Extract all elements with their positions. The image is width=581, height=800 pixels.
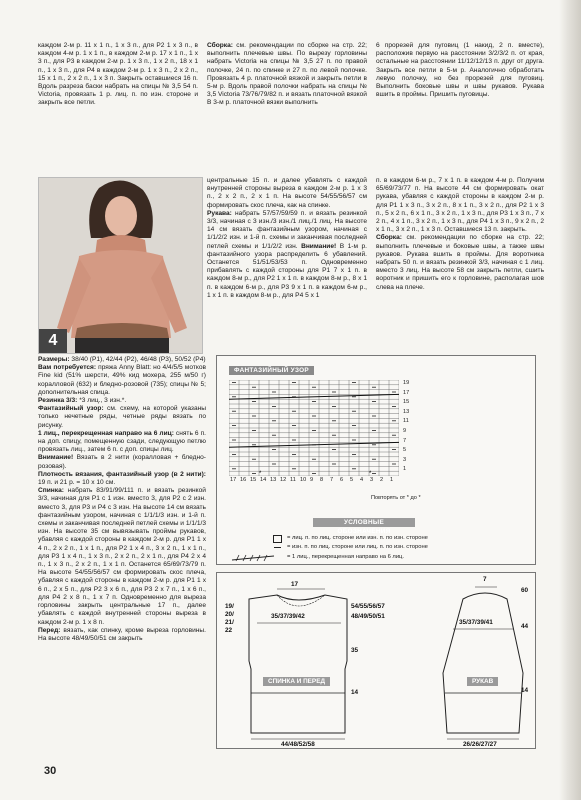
attention-label: Внимание! [38,454,74,462]
legend-item-2: = изн. п. по лиц. стороне или лиц. п. по изн. стороне [287,544,428,550]
chart-col-number: 12 [280,477,287,483]
chart-col-number: 1 [390,477,394,483]
model-number-badge: 4 [39,329,67,353]
sleeve-text: набрать 57/57/59/59 п. и вязать резинкой 3/3, начиная с 3 изн./3 изн./1 лиц./1 лиц. На высоте 14 см вязать фантазийным узором, начиная с 1/1/2/2 изн. и 1-й п. схемы и заканчивая последней петлей схемы и 1/1/2/2 изн. [207,209,367,250]
chart-col-number: 9 [310,477,314,483]
chart-column-numbers [229,477,399,485]
repeat-note: Повторять от * до * [371,495,421,501]
front-label: Перед: [38,626,61,634]
sizes-label: Размеры: [38,356,70,363]
sleeve-attention-label: Внимание! [301,242,337,250]
body-top-width: 17 [291,581,299,588]
back-label: Спинка: [38,487,64,495]
chart-col-number: 13 [270,477,277,483]
legend-title: УСЛОВНЫЕ ОБОЗНАЧЕНИЯ [313,518,415,527]
chart-row-number: 7 [403,437,407,444]
page-gutter-shadow [559,0,581,800]
chart-row-number: 19 [403,380,410,386]
body-shoulder-height: 54/55/56/57 [351,603,385,610]
chart-col-number: 7 [330,477,334,483]
chart-col-number: 2 [380,477,384,483]
top-mid-label: Сборка: [207,42,233,49]
knit-symbol-icon [273,535,282,543]
body-left-depth: 19/ 20/ 21/ 22 [225,603,234,634]
cable-band [229,394,399,399]
left-instructions-column [38,356,206,643]
cable-symbol-icon [231,554,275,562]
top-right-column [376,42,544,99]
stitch-chart-grid [229,380,399,476]
materials-label: Вам потребуется: [38,364,97,372]
sizes-text: 38/40 (Р1), 42/44 (Р2), 46/48 (Р3), 50/52 (Р4) [69,356,206,363]
cross-text: снять 6 п. на доп. спицу, помещенную сзади, следующую петлю провязать лиц., затем 6 п. с доп. спицы лиц. [38,429,206,454]
garment-schemas [217,573,535,748]
model-illustration [39,178,202,353]
chart-row-number: 17 [403,389,410,396]
chart-row-number: 13 [403,408,410,415]
repeat-marker: * [259,471,262,476]
materials-text: пряжа Anny Blatt: но 4/4/5/5 мотков Fine kid (51% шерсти, 49% кид мохера, 255 м/50 г) коралловой (632) и бледно-розовой (735); спицы № 5; дополнительная спица. [38,364,206,396]
sleeve-schema-label: РУКАВ [467,677,498,686]
body-rib-height: 14 [351,689,359,696]
sleeve-label: Рукава: [207,209,232,217]
chart-col-number: 15 [250,477,257,483]
pattern-chart-box [216,355,536,565]
density-label: Плотность вязания, фантазийный узор (в 2 нити): [38,470,206,478]
chart-row-numbers [403,380,415,476]
middle-text: центральные 15 п. и далее убавлять с каждой внутренней стороны выреза в каждом 2-м р. 1 х 3 п., 2 х 2 п., 2 х 1 п. На высоте 54/55/56/57 см формировать скос плеча, как на спинке. [207,177,367,209]
middle-column [207,177,367,300]
purl-symbol-icon [274,547,281,548]
front-text: вязать, как спинку, кроме выреза горловины. На высоте 48/49/50/51 см закрыть [38,626,206,642]
model-photo [38,177,203,354]
sleeve-rib-height: 14 [521,687,529,694]
repeat-marker: * [369,471,372,476]
chart-col-number: 6 [340,477,344,483]
attention-text: Вязать в 2 нити (коралловая + бледно-розовая). [38,454,206,470]
legend-item-3: = 1 лиц., перекрещенная направо на 6 лиц. [287,554,404,560]
sleeve-top-width: 7 [483,576,487,583]
density-text: 19 п. и 21 р. = 10 х 10 см. [38,479,116,487]
top-mid-text: см. рекомендации по сборке на стр. 22; выполнить плечевые швы. По вырезу горловины набрать Victoria на спицы № 3,5 27 п. по правой полочке, 24 п. по спинке и 27 п. по левой полочке. Провязать 4 р. платочной вязкой и закрыть петли в 5-м р. Вдоль правой полочки набрать на спицы № 3,5 Victoria 73/76/79/82 п. и вязать платочной вязкой В 3-м р. платочной вязки выполнить [207,42,367,107]
assembly-text: см. рекомендации по сборке на стр. 22; выполнить плечевые и боковые швы, а также швы рукавов. Рукава вшить в проймы. Для воротника набрать 50 п. и вязать резинкой 3/3, начиная с 1 лиц. вместо 3 лиц. На высоте 58 см закрыть петли, сшить воротник и пришить его к горловине, располагая шов слева на плече. [376,234,544,291]
chart-row-number: 1 [403,466,407,473]
cross-label: 1 лиц., перекрещенная направо на 6 лиц: [38,429,174,437]
sleeve-cap-height: 60 [521,587,529,594]
chart-col-number: 10 [300,477,307,483]
body-bottom-width: 44/48/52/58 [281,741,315,748]
sleeve-bottom-width: 26/26/27/27 [463,741,497,748]
right-column [376,177,544,292]
sleeve-upper-width: 35/37/39/41 [459,619,493,626]
sleeve-length: 44 [521,623,529,630]
chart-col-number: 5 [350,477,354,483]
chart-col-number: 16 [240,477,247,483]
top-middle-column [207,42,367,108]
chart-row-number: 11 [403,418,409,425]
rib-text: *3 лиц., 3 изн.*. [77,397,127,405]
schemas-box [216,572,536,749]
body-schema-label: СПИНКА И ПЕРЕД [263,677,330,686]
chart-col-number: 11 [290,477,296,483]
chart-title: ФАНТАЗИЙНЫЙ УЗОР [229,366,314,375]
chart-row-number: 3 [403,456,407,463]
chart-col-number: 14 [260,477,267,483]
fancy-text: см. схему, на которой указаны только нечетные ряды, четные ряды вязать по рисунку. [38,405,206,429]
rib-label: Резинка 3/3: [38,397,78,405]
body-armhole-height: 35 [351,647,359,654]
chart-col-number: 4 [360,477,364,483]
fancy-label: Фантазийный узор: [38,405,104,413]
back-text: набрать 83/91/99/111 п. и вязать резинкой 3/3, начиная для Р1 с 1 изн. вместо 3, для Р2 с 2 изн. вместо 3, для Р3 и Р4 с 3 изн. На высоте 14 см вязать фантазийным узором, начиная с 1/1/1/3 изн. и 1-й п. схемы и заканчивая последней петлей схемы и 1/1/1/3 изн. На высоте 35 см вывязывать проймы рукавов, убавляя с каждой стороны в каждом 2-м р. для Р1 1 х 4 п., 2 х 2 п., 1 х 1 п., для Р2 1 х 4 п., 3 х 2 п., 1 х 1 п., для Р3 1 х 4 п., 1 х 3 п., 2 х 2 п., 2 х 1 п., для Р4 2 х 4 п., 1 х 3 п., 2 х 2 п., 1 х 1 п. Останется 65/69/73/79 п. На высоте 54/55/56/57 см формировать скос плеча, убавляя с каждой стороны в каждом 2-м р. для Р1 1 х 6 п., 2 х 5 п., для Р2 3 х 6 п., для Р3 2 х 7 п., 1 х 6 п., для Р4 2 х 8 п., 1 х 7 п. Одновременно для выреза горловины закрыть центральные 17 п., далее убавлять с каждой внутренней стороны выреза в каждом 2-м р. 1 х 8 п. [38,487,206,626]
chart-row-number: 9 [403,428,407,434]
legend-item-1: = лиц. п. по лиц. стороне или изн. п. по изн. стороне [287,535,428,541]
body-front-height: 48/49/50/51 [351,613,385,620]
right-text: п. в каждом 6-м р., 7 х 1 п. в каждом 4-м р. Получим 65/69/73/77 п. На высоте 44 см формировать окат рукава, убавляя с каждой стороны в каждом 2-м р. для Р1 1 х 3 п., 3 х 2 п., 8 х 1 п., 3 х 2 п., для Р2 1 х 3 п., 5 х 2 п., 6 х 1 п., 3 х 2 п., 1 х 3 п., для Р3 1 х 3 п., 7 х 2 п., 4 х 1 п., 3 х 2 п., 1 х 3 п., для Р4 1 х 3 п., 9 х 2 п., 2 х 1 п., 3 х 2 п., 1 х 3 п. Оставшиеся 13 п. закрыть. [376,177,544,234]
body-chest-width: 35/37/39/42 [271,613,305,620]
page-number: 30 [44,765,57,777]
chart-col-number: 17 [230,477,237,483]
chart-col-number: 3 [370,477,374,483]
chart-row-number: 5 [403,447,407,454]
sleeve-attention-text: В 1-м р. фантазийного узора распределить 6 убавлений. Останется 51/51/53/53 п. Одновременно прибавлять с каждой стороны для Р1 7 х 1 п. в каждом 8-м р., для Р2 1 х 1 п. в каждом 8-м р., 8 х 1 п. в каждом 6-м р., для Р3 9 х 1 п. в каждом 6-м р., 1 х 1 п. в каждом 8-м р., для Р4 5 х 1 [207,242,367,299]
top-right-text: 6 прорезей для пуговиц (1 накид, 2 п. вместе), расположив первую на расстоянии 3/2/3/2 п. от края, остальные на расстоянии 11/12/12/13 п. друг от друга. Закрыть все петли в 5-м р. Аналогично обработать левую полочку, но без прорезей для пуговиц. Выполнить боковые швы и швы рукавов. Рукава вшить в проймы. Пришить пуговицы. [376,42,544,99]
top-left-text: каждом 2-м р. 11 х 1 п., 1 х 3 п., для Р2 1 х 3 п., в каждом 4-м р. 1 х 1 п., в каждом 2-м р. 17 х 1 п., 1 х 3 п., для Р3 в каждом 2-м р. 1 х 3 п., 1 х 2 п., 18 х 1 п., 1 х 3 п., для Р4 в каждом 2-м р. 1 х 3 п., 2 х 2 п., 15 х 1 п., 2 х 2 п., 1 х 3 п. Закрыть оставшиеся 16 п. Вдоль разреза баски набрать на спицы № 3,5 54 п. Victoria, провязать 1 р. лиц. п. по изн. стороне и закрыть все петли. [38,42,198,107]
top-left-column [38,42,198,108]
chart-col-number: 8 [320,477,324,483]
assembly-label: Сборка: [376,234,402,242]
chart-row-number: 15 [403,399,410,406]
